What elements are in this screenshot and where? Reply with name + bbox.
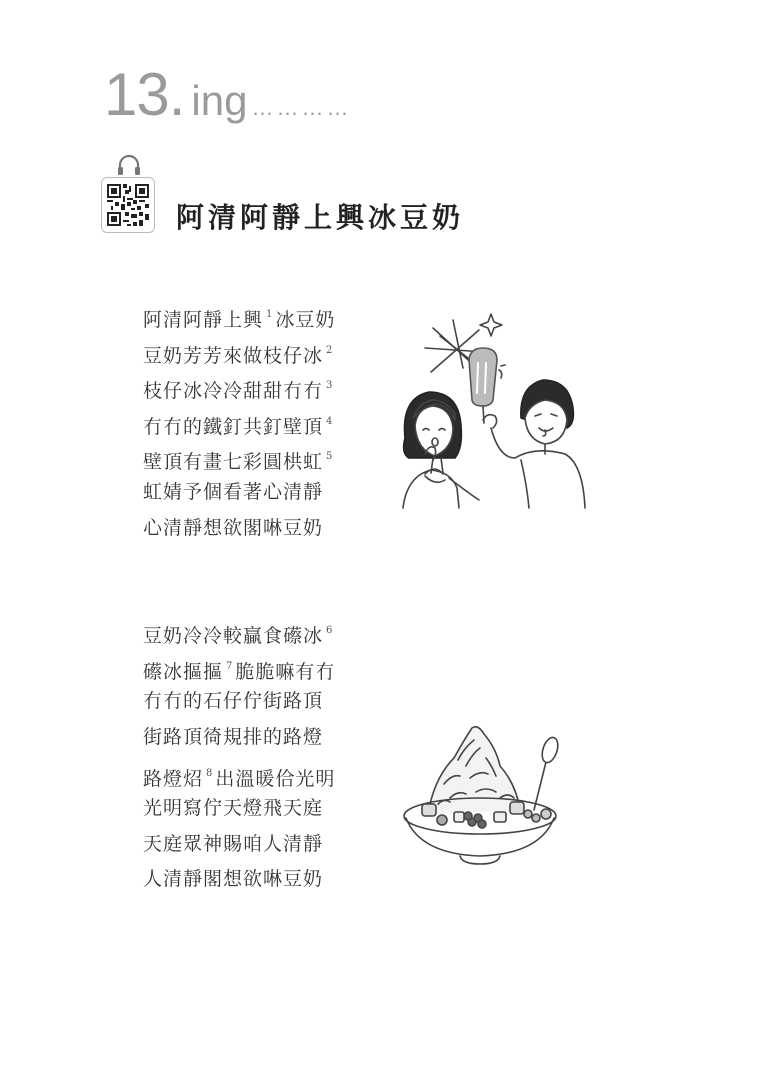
footnote-marker[interactable]: 7 — [226, 660, 233, 672]
chapter-dot: . — [168, 61, 186, 128]
lyric-text: 豆奶芳芳來做枝仔冰 — [143, 344, 324, 367]
lyric-text: 人清靜閣想欲啉豆奶 — [143, 868, 324, 891]
lyric-line — [143, 297, 335, 333]
footnote-marker[interactable]: 2 — [326, 344, 333, 356]
lyric-text: 虹婧予個看著心清靜 — [143, 480, 324, 503]
lyric-text: 心清靜想欲閣啉豆奶 — [143, 516, 324, 539]
lyric-text: 豆奶冷冷較贏食礤冰 — [143, 625, 324, 648]
lyric-text: 阿清阿靜上興 — [143, 309, 264, 331]
lyric-line — [143, 368, 335, 404]
footnote-marker[interactable]: 1 — [266, 309, 273, 320]
chapter-suffix: ing — [191, 77, 248, 124]
qr-pattern — [107, 184, 149, 226]
lyric-text: 路燈炤 — [143, 767, 204, 790]
qr-code-icon[interactable] — [101, 177, 155, 233]
chapter-number: 13 — [104, 61, 169, 128]
lyric-text: 街路頂徛規排的路燈 — [143, 725, 324, 748]
footnote-marker[interactable]: 3 — [326, 380, 333, 392]
lyric-text: 壁頂有畫七彩圓栱虹 — [143, 451, 324, 474]
lyric-text: 冇冇的石仔佇街路頂 — [143, 690, 324, 713]
lyric-line — [143, 404, 335, 440]
lyric-line — [143, 511, 335, 547]
lyric-text: 冇冇的鐵釘共釘壁頂 — [143, 415, 324, 438]
footnote-marker[interactable]: 5 — [326, 451, 333, 463]
lyric-line — [143, 439, 335, 475]
stanza-2 — [143, 613, 335, 898]
lyrics — [143, 297, 335, 898]
lyric-line — [143, 720, 335, 756]
headphones-icon — [116, 154, 142, 176]
lyric-line — [143, 333, 335, 369]
lyric-text: 出溫暖佮光明 — [215, 767, 336, 790]
stanza-1 — [143, 297, 335, 546]
lyric-line — [143, 475, 335, 511]
lyric-text: 枝仔冰冷冷甜甜冇冇 — [143, 380, 324, 403]
lyric-line — [143, 827, 335, 863]
chapter-leader-dots: ………… — [251, 95, 352, 120]
children-popsicle-illustration — [395, 308, 595, 523]
lyric-text: 天庭眾神賜咱人清靜 — [143, 832, 324, 855]
song-title: 阿清阿靜上興冰豆奶 — [176, 201, 465, 234]
lyric-line — [143, 684, 335, 720]
lyric-line — [143, 649, 335, 685]
lyric-line — [143, 862, 335, 898]
lyric-text: 冰豆奶 — [275, 309, 336, 331]
footnote-marker[interactable]: 8 — [206, 767, 213, 779]
footnote-marker[interactable]: 4 — [326, 415, 333, 427]
lyric-text: 脆脆嘛有冇 — [235, 660, 336, 683]
footnote-marker[interactable]: 6 — [326, 625, 333, 637]
lyric-text: 光明寫佇天燈飛天庭 — [143, 797, 324, 820]
shaved-ice-bowl-illustration — [400, 718, 565, 868]
lyric-text: 礤冰摳摳 — [143, 660, 224, 683]
lyric-line — [143, 756, 335, 792]
lyric-line — [143, 613, 335, 649]
chapter-heading — [104, 60, 351, 129]
lyric-line — [143, 791, 335, 827]
